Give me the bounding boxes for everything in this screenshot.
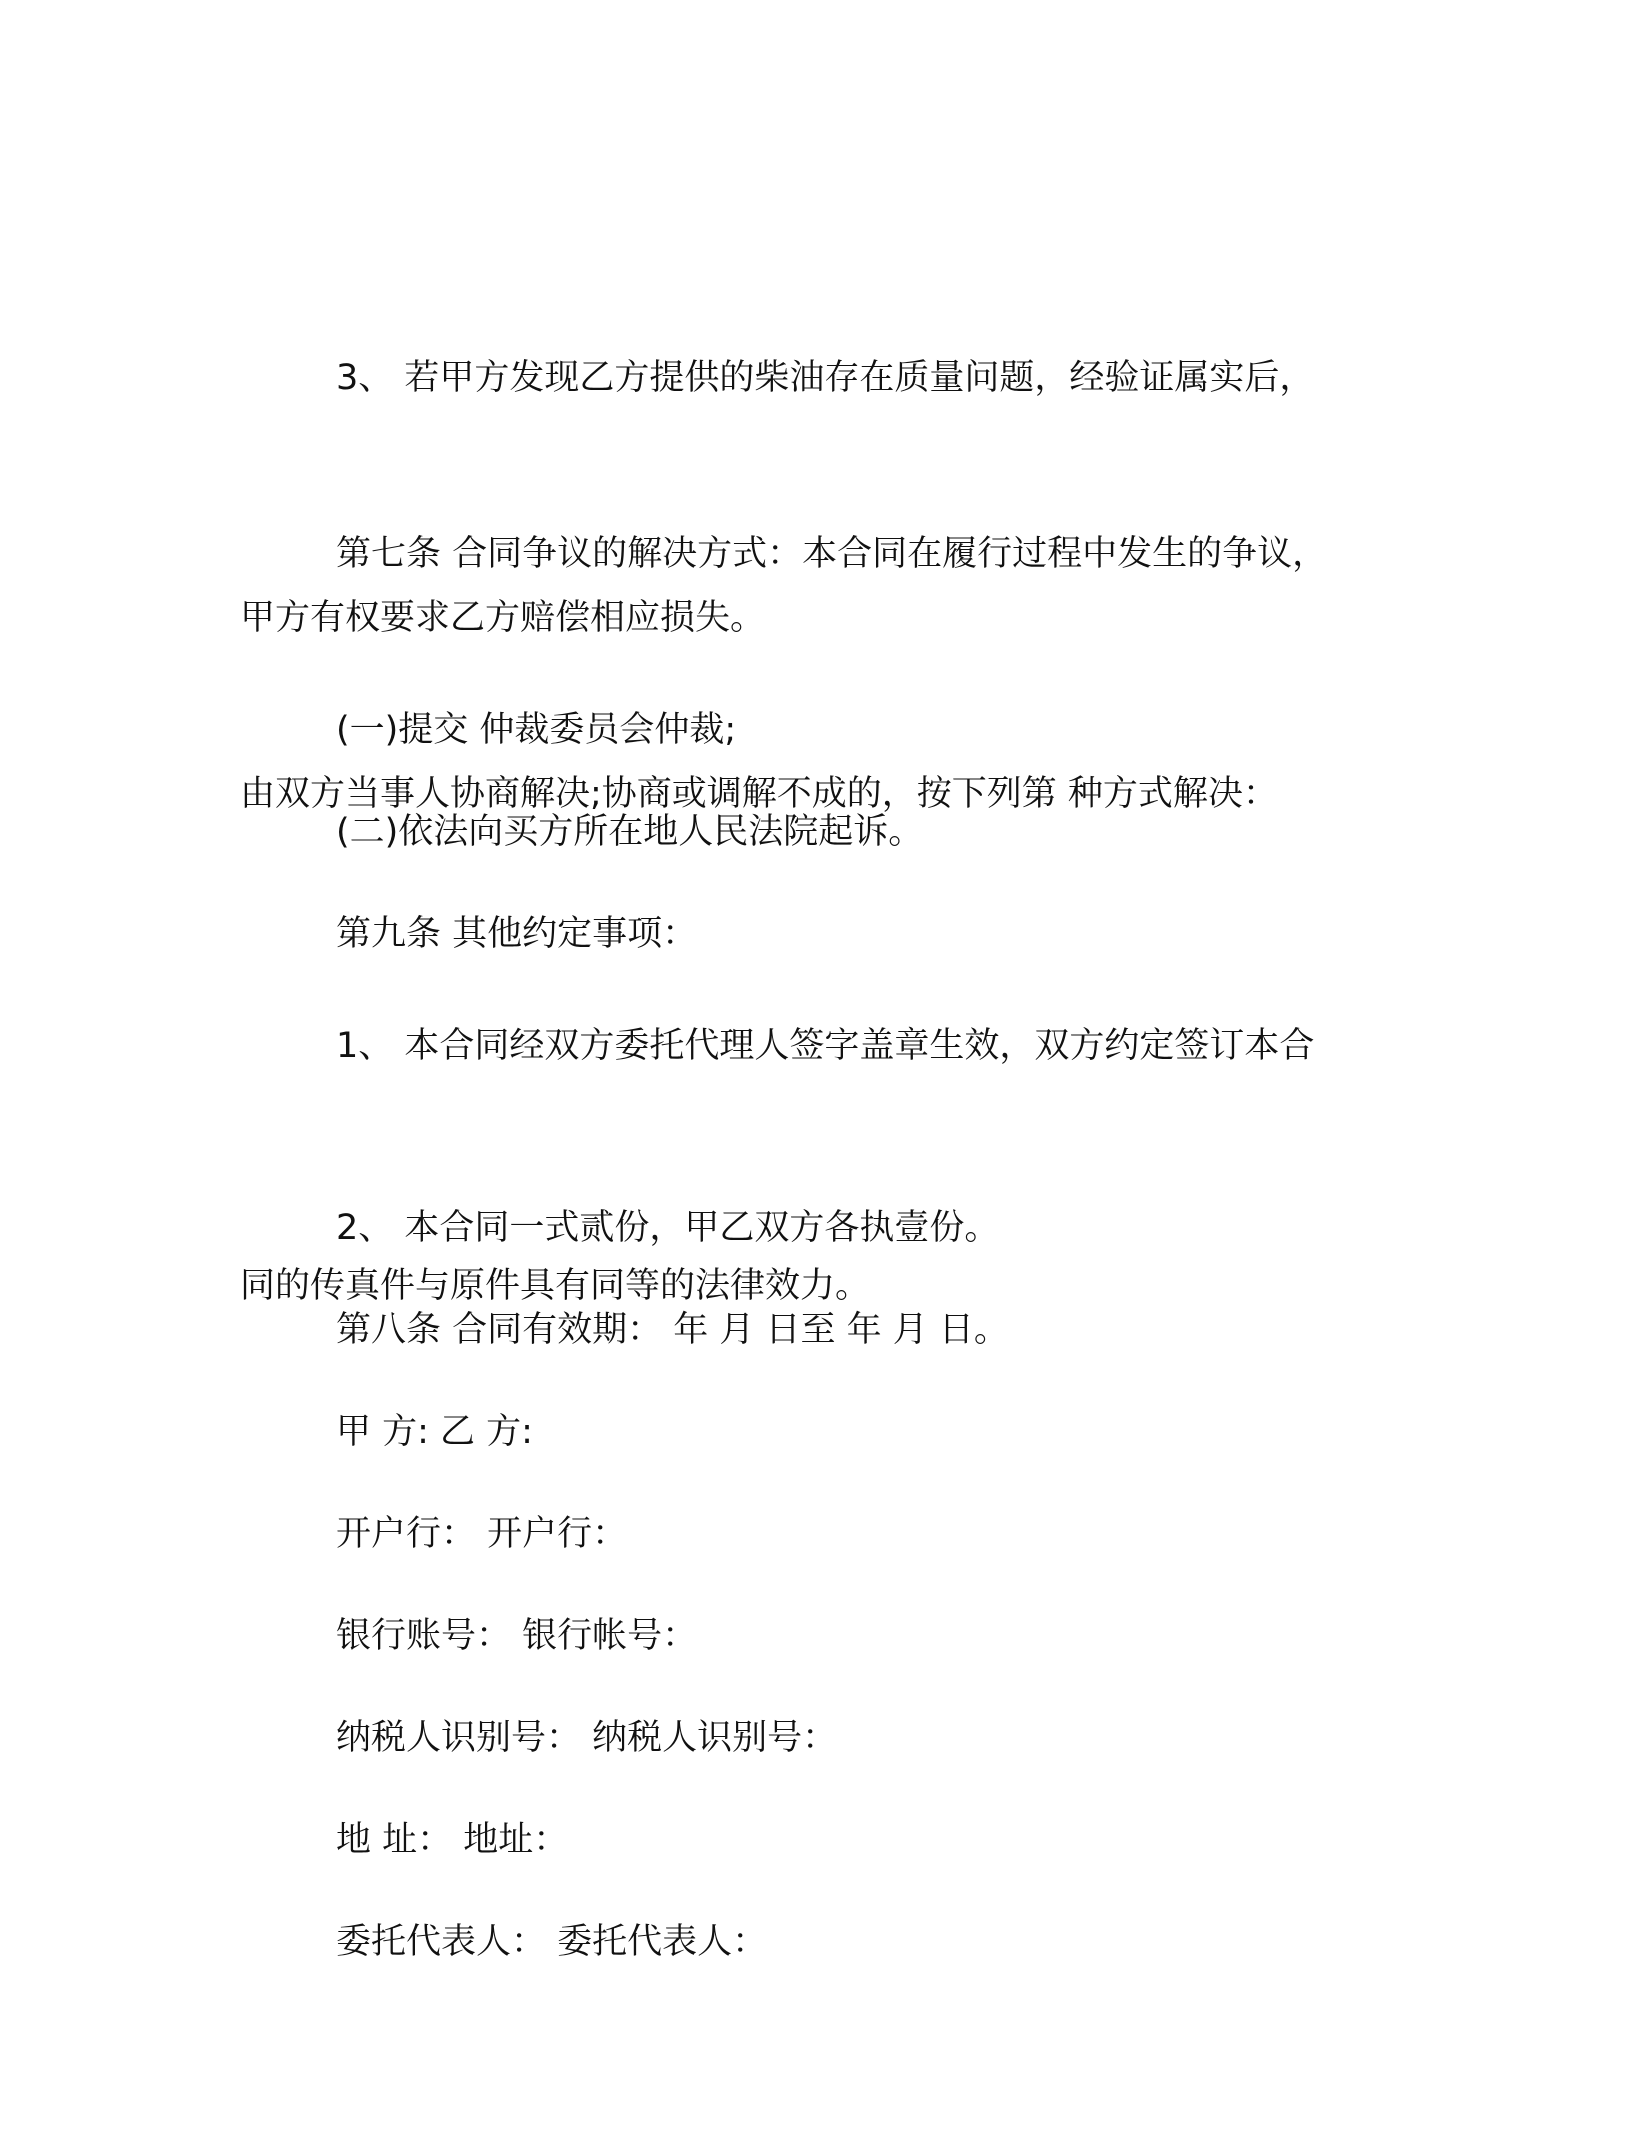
paragraph-line: 3、 若甲方发现乙方提供的柴油存在质量问题，经验证属实后， [336, 358, 1315, 398]
paragraph-line: 纳税人识别号： 纳税人识别号： [336, 1718, 838, 1758]
paragraph-line: 甲 方: 乙 方: [336, 1412, 533, 1452]
paragraph-line: 委托代表人： 委托代表人： [336, 1922, 768, 1962]
paragraph-line: 2、 本合同一式贰份，甲乙双方各执壹份。 [336, 1208, 1000, 1248]
paragraph-line: 开户行： 开户行： [336, 1514, 628, 1554]
paragraph-line: 甲方有权要求乙方赔偿相应损失。 [240, 598, 766, 638]
paragraph-line: (二)依法向买方所在地人民法院起诉。 [336, 812, 924, 852]
paragraph-line: 银行账号： 银行帐号： [336, 1616, 698, 1656]
paragraph-line: (一)提交 仲裁委员会仲裁; [336, 710, 737, 750]
paragraph-line: 第八条 合同有效期： 年 月 日至 年 月 日。 [336, 1310, 1009, 1350]
paragraph-line: 地 址： 地址： [336, 1820, 569, 1860]
signature-representative [336, 1742, 1476, 2142]
paragraph-line: 同的传真件与原件具有同等的法律效力。 [240, 1266, 871, 1306]
paragraph-line: 第九条 其他约定事项： [336, 914, 698, 954]
paragraph-line: 由双方当事人协商解决;协商或调解不成的，按下列第 种方式解决： [240, 774, 1278, 814]
paragraph-line: 1、 本合同经双方委托代理人签字盖章生效，双方约定签订本合 [336, 1026, 1315, 1066]
paragraph-line: 第七条 合同争议的解决方式：本合同在履行过程中发生的争议， [336, 534, 1328, 574]
